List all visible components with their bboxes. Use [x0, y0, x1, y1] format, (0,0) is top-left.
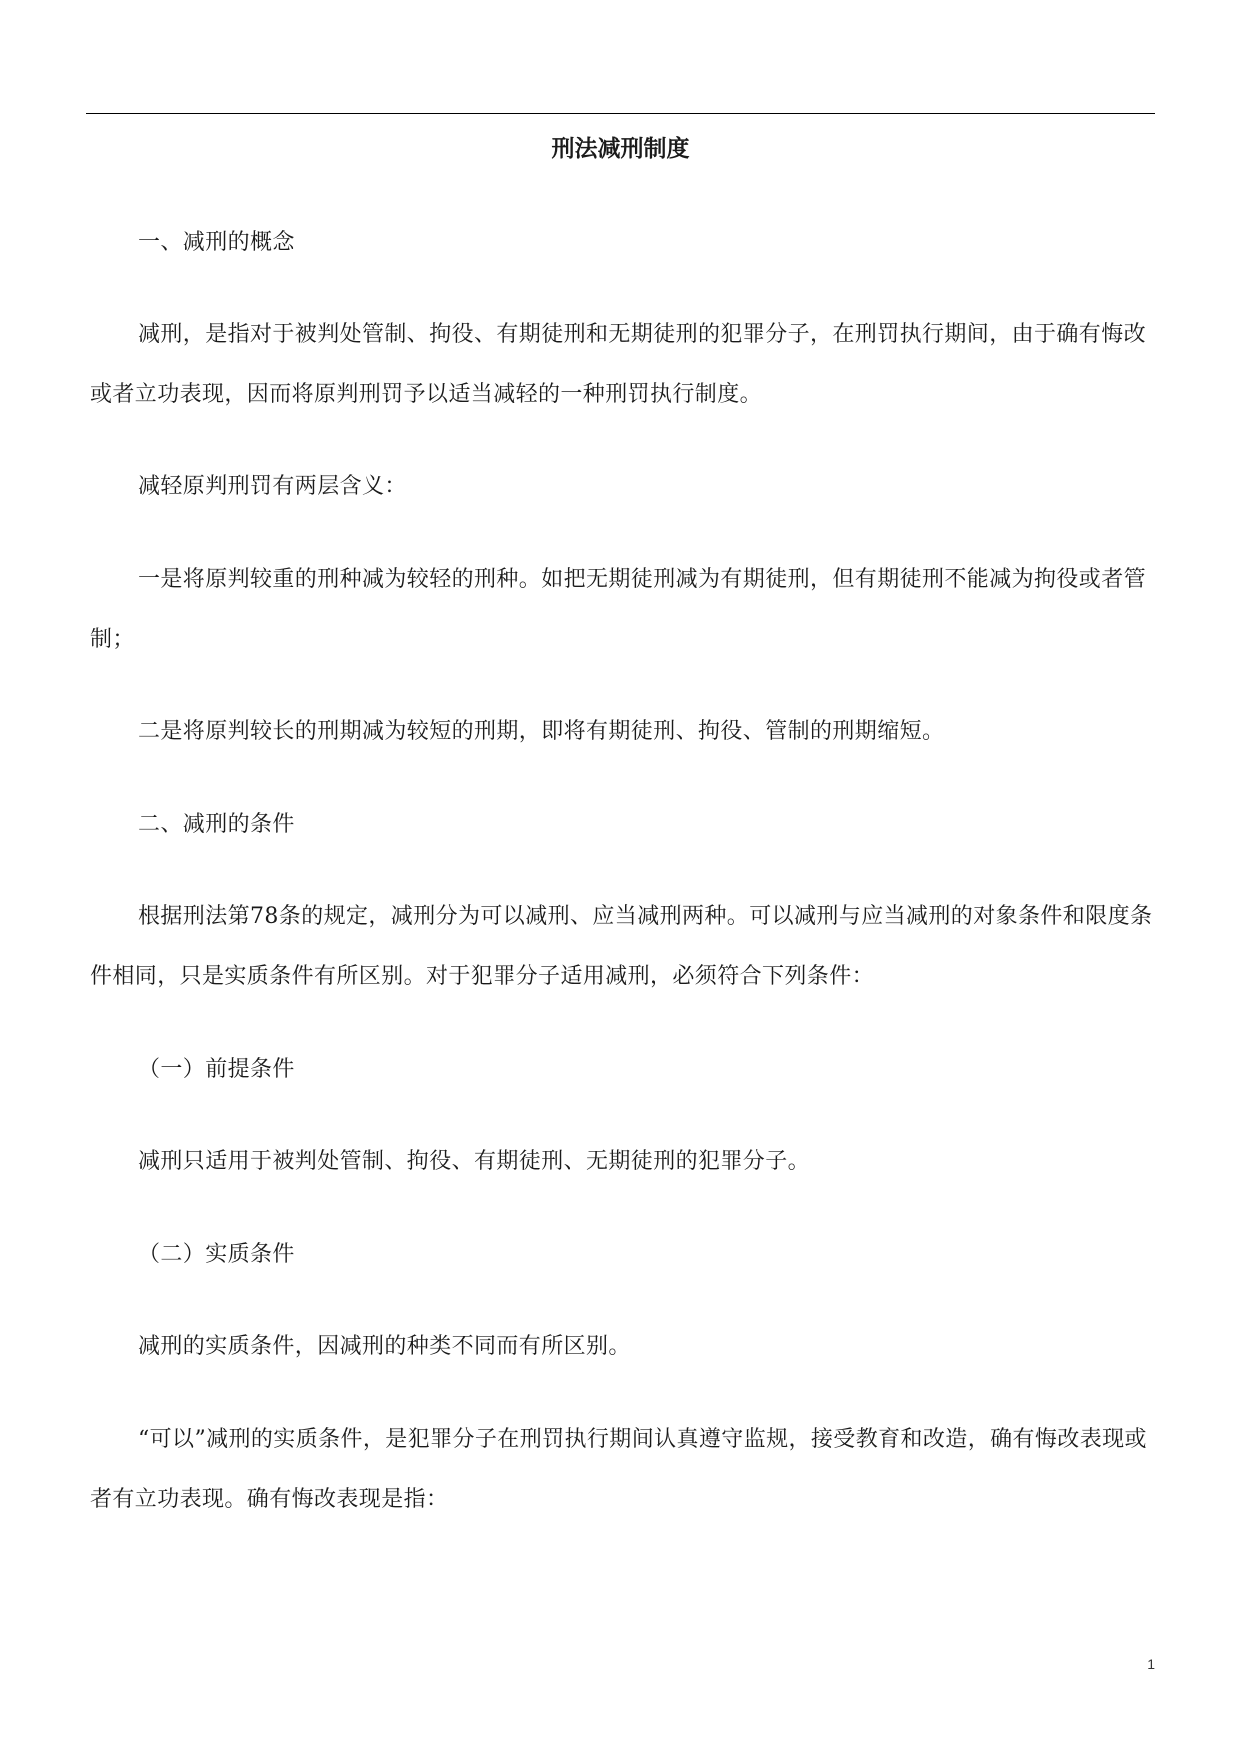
section-heading-concept: 一、减刑的概念: [138, 230, 295, 255]
paragraph-definition: 减刑，是指对于被判处管制、拘役、有期徒刑和无期徒刑的犯罪分子，在刑罚执行期间，由于确有悔改或者立功表现，因而将原判刑罚予以适当减轻的一种刑罚执行制度。: [90, 322, 1147, 407]
page-number: 1: [1147, 1656, 1155, 1672]
paragraph-prerequisite: 减刑只适用于被判处管制、拘役、有期徒刑、无期徒刑的犯罪分子。: [138, 1149, 811, 1174]
paragraph-meaning-two: 二是将原判较长的刑期减为较短的刑期，即将有期徒刑、拘役、管制的刑期缩短。: [138, 719, 945, 744]
subheading-prerequisite: （一）前提条件: [138, 1057, 295, 1082]
paragraph-two-meanings: 减轻原判刑罚有两层含义：: [138, 474, 407, 499]
paragraph-may-reduce: “可以”减刑的实质条件，是犯罪分子在刑罚执行期间认真遵守监规，接受教育和改造，确有悔改表现或者有立功表现。确有悔改表现是指：: [90, 1427, 1147, 1512]
header-rule: [86, 113, 1155, 114]
subheading-substantive: （二）实质条件: [138, 1242, 295, 1267]
paragraph-meaning-one: 一是将原判较重的刑种减为较轻的刑种。如把无期徒刑减为有期徒刑，但有期徒刑不能减为拘役或者管制；: [90, 567, 1147, 652]
document-title: 刑法减刑制度: [551, 136, 690, 162]
section-heading-conditions: 二、减刑的条件: [138, 812, 295, 837]
paragraph-article-78: 根据刑法第78条的规定，减刑分为可以减刑、应当减刑两种。可以减刑与应当减刑的对象条件和限度条件相同，只是实质条件有所区别。对于犯罪分子适用减刑，必须符合下列条件：: [90, 904, 1153, 989]
paragraph-substantive: 减刑的实质条件，因减刑的种类不同而有所区别。: [138, 1334, 631, 1359]
